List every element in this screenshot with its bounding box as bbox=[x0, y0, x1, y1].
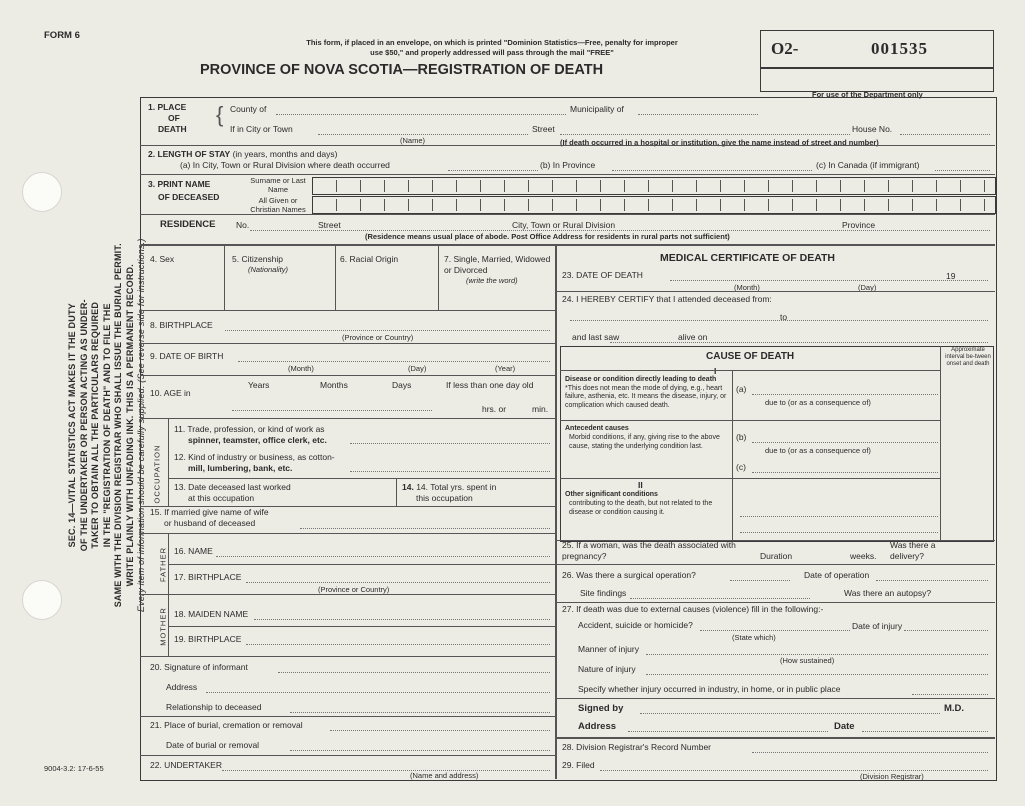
name-sub: (Name) bbox=[400, 136, 426, 145]
dob-year: (Year) bbox=[495, 364, 516, 373]
division-registrar-sub: (Division Registrar) bbox=[860, 772, 924, 781]
sidebar-line: TAKER TO OBTAIN ALL THE PARTICULARS REQUIRED bbox=[89, 301, 100, 549]
reg-prefix: O2- bbox=[771, 39, 799, 58]
letter-box-divider bbox=[936, 199, 937, 211]
birthplace-label: 8. BIRTHPLACE bbox=[150, 320, 213, 330]
sidebar-line: IN THE "REGISTRATION OF DEATH" AND TO FILE THE bbox=[101, 303, 112, 548]
divider bbox=[140, 214, 995, 215]
q19-line bbox=[246, 644, 550, 645]
other-line-2 bbox=[740, 532, 938, 533]
house-line bbox=[900, 134, 990, 135]
specify-line bbox=[912, 694, 988, 695]
specify-label: Specify whether injury occurred in industry, in home, or in public place bbox=[578, 684, 841, 694]
province-country-sub: (Province or Country) bbox=[342, 333, 414, 342]
letter-box-divider bbox=[840, 180, 841, 192]
letter-box-divider bbox=[336, 180, 337, 192]
stay-b-label: (b) In Province bbox=[540, 160, 596, 170]
address-label: Address bbox=[578, 721, 617, 732]
mother-side-label: MOTHER bbox=[158, 607, 168, 646]
divider bbox=[438, 244, 439, 310]
q23-year-prefix: 19 bbox=[946, 271, 956, 281]
manner-line bbox=[646, 654, 988, 655]
site-findings-label: Site findings bbox=[580, 588, 627, 598]
hospital-note: (If death occurred in a hospital or institution, give the name instead of street and number) bbox=[560, 138, 879, 147]
roman-two: II bbox=[638, 480, 643, 490]
q29-line bbox=[600, 770, 988, 771]
roman-one: I bbox=[714, 366, 717, 376]
letter-box-divider bbox=[456, 180, 457, 192]
surname-label: Surname or Last Name bbox=[250, 176, 306, 194]
letter-box-divider bbox=[792, 199, 793, 211]
q26-line bbox=[730, 580, 790, 581]
divider bbox=[555, 564, 995, 565]
cause-c-line bbox=[752, 472, 938, 473]
punch-hole bbox=[22, 580, 62, 620]
house-label: House No. bbox=[852, 124, 893, 134]
divider bbox=[140, 755, 555, 756]
due-to-a: due to (or as a consequence of) bbox=[765, 398, 871, 407]
municipality-label: Municipality of bbox=[570, 104, 624, 114]
relationship-label: Relationship to deceased bbox=[166, 702, 262, 712]
divider bbox=[140, 533, 555, 534]
letter-box-divider bbox=[648, 180, 649, 192]
street-label: Street bbox=[532, 124, 555, 134]
divider bbox=[168, 418, 169, 506]
q16-line bbox=[216, 556, 550, 557]
divider bbox=[555, 737, 995, 739]
divider bbox=[560, 420, 940, 421]
letter-box-divider bbox=[960, 199, 961, 211]
divider bbox=[560, 478, 940, 479]
municipality-line bbox=[638, 114, 758, 115]
residence-province: Province bbox=[842, 220, 876, 230]
residence-city: City, Town or Rural Division bbox=[512, 220, 616, 230]
divider bbox=[140, 375, 555, 376]
letter-box-divider bbox=[768, 199, 769, 211]
letter-box-divider bbox=[336, 199, 337, 211]
direct-cause-label: Disease or condition directly leading to death *This does not mean the mode of dying, e.g., heart failure, asthenia, etc. It means the disease, injury, or complication which caused death. bbox=[565, 376, 727, 409]
letter-box-divider bbox=[648, 199, 649, 211]
reg-number: 001535 bbox=[871, 39, 928, 58]
registration-number-box bbox=[760, 30, 994, 68]
sex-label: 4. Sex bbox=[150, 254, 175, 264]
divider bbox=[140, 310, 555, 311]
divider bbox=[140, 145, 995, 146]
letter-box-divider bbox=[672, 199, 673, 211]
op-date-line bbox=[876, 580, 988, 581]
stay-c-line bbox=[935, 170, 990, 171]
letter-box-divider bbox=[408, 199, 409, 211]
residence-note: (Residence means usual place of abode. Post Office Address for residents in rural parts not sufficient) bbox=[365, 232, 730, 241]
divider bbox=[335, 244, 336, 310]
occupation-side-label: OCCUPATION bbox=[152, 444, 162, 504]
letter-box-divider bbox=[432, 180, 433, 192]
divider bbox=[140, 174, 995, 175]
letter-box-divider bbox=[552, 180, 553, 192]
nationality-sub: (Nationality) bbox=[248, 265, 289, 274]
q22-label: 22. UNDERTAKER bbox=[150, 760, 222, 770]
q24-label: 24. I HEREBY CERTIFY that I attended deceased from: bbox=[562, 294, 772, 304]
sidebar-line: OF THE UNDERTAKER OR PERSON ACTING AS UNDER- bbox=[78, 299, 89, 552]
other-line-1 bbox=[740, 516, 938, 517]
surname-tick-row bbox=[312, 177, 994, 193]
injury-date-line bbox=[904, 630, 988, 631]
sidebar-instructions bbox=[66, 120, 146, 720]
q18-line bbox=[254, 619, 550, 620]
q18-label: 18. MAIDEN NAME bbox=[174, 609, 249, 619]
q20-label: 20. Signature of informant bbox=[150, 662, 248, 672]
letter-box-divider bbox=[984, 199, 985, 211]
letter-box-divider bbox=[552, 199, 553, 211]
letter-box-divider bbox=[984, 180, 985, 192]
marital-sub: (write the word) bbox=[466, 276, 518, 285]
department-box bbox=[760, 68, 994, 92]
letter-box-divider bbox=[960, 180, 961, 192]
letter-box-divider bbox=[696, 180, 697, 192]
q14-label: 14. 14. Total yrs. spent in this occupation bbox=[402, 482, 497, 503]
letter-box-divider bbox=[888, 199, 889, 211]
letter-box-divider bbox=[816, 199, 817, 211]
other-conditions-label: Other significant conditions contributing to the death, but not related to the disease or condition causing it. bbox=[565, 491, 713, 516]
cause-a-line bbox=[752, 394, 938, 395]
signed-line bbox=[640, 713, 940, 714]
q22-line bbox=[222, 770, 550, 771]
racial-origin-label: 6. Racial Origin bbox=[340, 254, 399, 264]
dob-label: 9. DATE OF BIRTH bbox=[150, 351, 224, 361]
autopsy-label: Was there an autopsy? bbox=[844, 588, 932, 598]
given-tick-row bbox=[312, 196, 994, 212]
dob-day: (Day) bbox=[408, 364, 427, 373]
q23-day: (Day) bbox=[858, 283, 877, 292]
letter-box-divider bbox=[840, 199, 841, 211]
letter-box-divider bbox=[456, 199, 457, 211]
address-line bbox=[628, 731, 828, 732]
letter-box-divider bbox=[384, 180, 385, 192]
state-which-sub: (State which) bbox=[732, 633, 776, 642]
signed-by-label: Signed by bbox=[578, 703, 624, 714]
letter-box-divider bbox=[528, 180, 529, 192]
dob-line bbox=[238, 361, 550, 362]
divider bbox=[555, 698, 995, 699]
divider bbox=[560, 370, 940, 371]
q28-label: 28. Division Registrar's Record Number bbox=[562, 742, 712, 752]
accident-line bbox=[700, 630, 850, 631]
sidebar-line: Every item of information should be carefully supplied. (See reverse side for instructions.) bbox=[135, 238, 146, 613]
given-names-label: All Given or Christian Names bbox=[250, 196, 306, 214]
divider bbox=[140, 418, 555, 419]
op-date-label: Date of operation bbox=[804, 570, 870, 580]
letter-box-divider bbox=[888, 180, 889, 192]
top-notice-1: This form, if placed in an envelope, on which is printed "Dominion Statistics—Free, penalty for improper bbox=[306, 38, 678, 47]
burial-date-label: Date of burial or removal bbox=[166, 740, 260, 750]
letter-box-divider bbox=[744, 180, 745, 192]
residence-street: Street bbox=[318, 220, 341, 230]
last-saw-label: and last saw bbox=[572, 332, 620, 342]
q21-line bbox=[330, 730, 550, 731]
sidebar-line: SAME WITH THE DIVISION REGISTRAR WHO SHALL ISSUE THE BURIAL PERMIT. bbox=[112, 243, 123, 608]
letter-box-divider bbox=[936, 180, 937, 192]
print-name-label: 3. PRINT NAME OF DECEASED bbox=[148, 179, 220, 202]
residence-no: No. bbox=[236, 220, 250, 230]
q24-line-2 bbox=[610, 342, 988, 343]
stay-b-line bbox=[612, 170, 812, 171]
form-number: FORM 6 bbox=[44, 30, 80, 41]
divider bbox=[140, 656, 555, 657]
dept-use-note: For use of the Department only bbox=[812, 90, 923, 99]
q12-line bbox=[350, 471, 550, 472]
letter-box-divider bbox=[600, 199, 601, 211]
sidebar-line: WRITE PLAINLY WITH UNFADING INK. THIS IS A PERMANENT RECORD. bbox=[124, 264, 135, 587]
letter-box-divider bbox=[432, 199, 433, 211]
letter-box-divider bbox=[696, 199, 697, 211]
hrs-label: hrs. or bbox=[482, 404, 507, 414]
q24-line-1 bbox=[570, 320, 988, 321]
q11-line bbox=[350, 443, 550, 444]
letter-box-divider bbox=[408, 180, 409, 192]
letter-box-divider bbox=[360, 180, 361, 192]
city-line bbox=[318, 134, 528, 135]
q27-label: 27. If death was due to external causes (violence) fill in the following:- bbox=[562, 604, 824, 614]
findings-line bbox=[630, 598, 810, 599]
letter-box-divider bbox=[720, 199, 721, 211]
print-code: 9004-3.2: 17-6-55 bbox=[44, 764, 104, 773]
informant-address-label: Address bbox=[166, 682, 198, 692]
birthplace-line bbox=[225, 330, 550, 331]
q25-label: 25. If a woman, was the death associated with pregnancy? bbox=[562, 540, 736, 561]
county-label: County of bbox=[230, 104, 267, 114]
q21-label: 21. Place of burial, cremation or removal bbox=[150, 720, 303, 730]
stay-a-label: (a) In City, Town or Rural Division where death occurred bbox=[180, 160, 390, 170]
years-label: Years bbox=[248, 380, 270, 390]
street-line bbox=[560, 134, 850, 135]
q17-line bbox=[246, 582, 550, 583]
q15-label: 15. If married give name of wife or husband of deceased bbox=[150, 507, 269, 528]
divider bbox=[940, 346, 941, 540]
q16-label: 16. NAME bbox=[174, 546, 213, 556]
md-label: M.D. bbox=[944, 703, 965, 714]
nature-line bbox=[646, 674, 988, 675]
letter-box-divider bbox=[528, 199, 529, 211]
letter-box-divider bbox=[816, 180, 817, 192]
q28-line bbox=[752, 752, 988, 753]
cause-title: CAUSE OF DEATH bbox=[706, 351, 795, 362]
q11-label: 11. Trade, profession, or kind of work as spinner, teamster, office clerk, etc. bbox=[174, 424, 327, 445]
marital-label: 7. Single, Married, Widowed or Divorced bbox=[444, 254, 551, 275]
q23-line bbox=[670, 280, 988, 281]
divider bbox=[732, 370, 733, 540]
q12-label: 12. Kind of industry or business, as cotton- mill, lumbering, bank, etc. bbox=[174, 452, 335, 473]
letter-box-divider bbox=[720, 180, 721, 192]
q13-label: 13. Date deceased last worked at this occupation bbox=[174, 482, 291, 503]
delivery-label: Was there a delivery? bbox=[890, 540, 936, 561]
divider bbox=[168, 564, 555, 565]
letter-box-divider bbox=[384, 199, 385, 211]
q23-label: 23. DATE OF DEATH bbox=[562, 270, 643, 280]
stay-c-label: (c) In Canada (if immigrant) bbox=[816, 160, 920, 170]
age-line bbox=[232, 410, 432, 411]
city-label: If in City or Town bbox=[230, 124, 293, 134]
divider bbox=[396, 478, 397, 506]
place-of-death-label: 1. PLACE OF DEATH bbox=[148, 102, 187, 134]
q23-month: (Month) bbox=[734, 283, 760, 292]
letter-box-divider bbox=[480, 199, 481, 211]
divider bbox=[140, 343, 555, 344]
residence-line bbox=[250, 230, 990, 231]
letter-box-divider bbox=[504, 180, 505, 192]
days-label: Days bbox=[392, 380, 412, 390]
stay-a-line bbox=[448, 170, 538, 171]
divider bbox=[140, 244, 995, 246]
date-line bbox=[862, 731, 988, 732]
relationship-line bbox=[290, 712, 550, 713]
due-to-b: due to (or as a consequence of) bbox=[765, 446, 871, 455]
letter-box-divider bbox=[768, 180, 769, 192]
q17-label: 17. BIRTHPLACE bbox=[174, 572, 242, 582]
q26-label: 26. Was there a surgical operation? bbox=[562, 570, 696, 580]
letter-box-divider bbox=[864, 199, 865, 211]
divider bbox=[140, 716, 555, 717]
letter-box-divider bbox=[672, 180, 673, 192]
divider bbox=[555, 291, 995, 292]
registration-of-death-form: SEC. 14—VITAL STATISTICS ACT MAKES IT THE DUTY OF THE UNDERTAKER OR PERSON ACTING AS UNDER- TAKER TO OBTAIN ALL THE PARTICULARS REQUIRED IN THE "REGISTRATION OF DEATH" AND TO FILE THE SAME WITH THE DIVISION REGISTRAR WHO SHALL ISSUE THE BURIAL PERMIT. WRITE PLAINLY WITH UNFADING INK. THIS IS A PERMANENT RECORD. Every item of information should be carefully supplied. (See reverse side for instructions.) FORM 6 This form, if placed in an envelope, on which is printed "Dominion Statistics—Free, penalty for improper use $50," and properly addressed will pass through the mail "FREE" PROVINCE OF NOVA SCOTIA—REGISTRATION OF DEATH O2- 001535 For use of the Department only 1. PLACE OF DEATH { County of Municipality of If in City or Town (Name) Street House No. (If death occurred in a hospital or institution, give the name instead of street and number) 2. LENGTH OF STAY (in years, months and days) (a) In City, Town or Rural Division where death occurred (b) In Province (c) In Canada (if immigrant) 3. PRINT NAME OF DECEASED Surname or Last Name All Given or Christian Names RESIDENCE No. Street City, Town or Rural Division Province (Residence means usual place of abode. Post Office Address for residents in rural parts not sufficient) 4. Sex 5. Citizenship (Nationality) 6. Racial Origin 7. Single, Married, Widowed or Divorced (write the word) 8. BIRTHPLACE (Province or Country) 9. DATE OF BIRTH (Month) (Day) (Year) 10. AGE in Years Months Days If less than one day old hrs. or min. OCCUPATION 11. Trade, profession, or kind of work as spinner, teamster, office clerk, etc. 12. Kind of industry or business, as cotton- mill, lumbering, bank, etc. 13. Date deceased last worked at this occupation 14. 14. Total yrs. spent in this occupation 15. If married give name of wife or husband of deceased FATHER 16. NAME 17. BIRTHPLACE (Province or Country) MOTHER 18. MAIDEN NAME 19. BIRTHPLACE 20. Signature of informant Address Relationship to deceased 21. Place of burial, cremation or removal Date of burial or removal 22. UNDERTAKER (Name and address) 9004-3.2: 17-6-55 MEDICAL CERTIFICATE OF DEATH 23. DATE OF DEATH 19 (Month) (Day) 24. I HEREBY CERTIFY that I attended deceased from: to and last saw alive on CAUSE OF DEATH Approximate interval be-tween onset and death I Disease or condition directly leading to death *This does not mean the mode of dying, e.g., heart failure, asthenia, etc. It means the disease, injury, or complication which caused death. (a) due to (or as a consequence of) Antecedent causes Morbid conditions, if any, giving rise to the above cause, stating the underlying condition last. (b) due to (or as a consequence of) (c) II Other significant conditions contributing to the death, but not related to the disease or condition causing it. 25. If a woman, was the death associated with pregnancy? Duration weeks. Was there a delivery? 26. Was there a surgical operation? Date of operation Site findings Was there an autopsy? 27. If death was due to external causes (violence) fill in the following:- Accident, suicide or homicide? Date of injury (State which) Manner of injury (How sustained) Nature of injury Specify whether injury occurred in industry, in home, or in public place Signed by M.D. Address Date 28. Division Registrar's Record Number 29. Filed (Division Registrar) bbox=[0, 0, 1025, 806]
divider bbox=[555, 602, 995, 603]
date-label: Date bbox=[834, 721, 855, 732]
less-day-label: If less than one day old bbox=[446, 380, 534, 390]
letter-box-divider bbox=[912, 180, 913, 192]
divider bbox=[168, 478, 555, 479]
divider bbox=[224, 244, 225, 310]
q24-to: to bbox=[780, 312, 788, 322]
cause-b-line bbox=[752, 442, 938, 443]
injury-date-label: Date of injury bbox=[852, 621, 903, 631]
letter-box-divider bbox=[480, 180, 481, 192]
length-of-stay-label: 2. LENGTH OF STAY (in years, months and days) bbox=[148, 149, 338, 159]
alive-on-label: alive on bbox=[678, 332, 708, 342]
duration-label: Duration bbox=[760, 551, 793, 561]
burial-date-line bbox=[290, 750, 550, 751]
months-label: Months bbox=[320, 380, 348, 390]
citizenship-label: 5. Citizenship bbox=[232, 254, 284, 264]
divider bbox=[168, 626, 555, 627]
informant-address-line bbox=[206, 692, 550, 693]
letter-box-divider bbox=[360, 199, 361, 211]
weeks-label: weeks. bbox=[850, 551, 877, 561]
father-side-label: FATHER bbox=[158, 546, 168, 583]
how-sustained-sub: (How sustained) bbox=[780, 656, 835, 665]
q15-line bbox=[300, 528, 550, 529]
county-line bbox=[276, 114, 566, 115]
letter-box-divider bbox=[504, 199, 505, 211]
letter-box-divider bbox=[744, 199, 745, 211]
medical-certificate-title: MEDICAL CERTIFICATE OF DEATH bbox=[660, 252, 835, 264]
letter-box-divider bbox=[600, 180, 601, 192]
letter-box-divider bbox=[792, 180, 793, 192]
min-label: min. bbox=[532, 404, 549, 414]
sidebar-line: SEC. 14—VITAL STATISTICS ACT MAKES IT THE DUTY bbox=[66, 303, 77, 548]
letter-box-divider bbox=[576, 199, 577, 211]
nature-label: Nature of injury bbox=[578, 664, 636, 674]
name-address-sub: (Name and address) bbox=[410, 771, 479, 780]
q20-line bbox=[278, 672, 550, 673]
manner-label: Manner of injury bbox=[578, 644, 639, 654]
letter-box-divider bbox=[576, 180, 577, 192]
residence-label: RESIDENCE bbox=[160, 219, 216, 230]
punch-hole bbox=[22, 172, 62, 212]
accident-label: Accident, suicide or homicide? bbox=[578, 620, 693, 630]
divider bbox=[140, 594, 555, 595]
province-country-sub: (Province or Country) bbox=[318, 585, 390, 594]
top-notice-2: use $50," and properly addressed will pass through the mail "FREE" bbox=[370, 48, 614, 57]
letter-box-divider bbox=[624, 199, 625, 211]
q19-label: 19. BIRTHPLACE bbox=[174, 634, 242, 644]
divider bbox=[168, 594, 169, 656]
page-title: PROVINCE OF NOVA SCOTIA—REGISTRATION OF DEATH bbox=[200, 62, 604, 78]
letter-box-divider bbox=[864, 180, 865, 192]
interval-label: Approximate interval be-tween onset and death bbox=[945, 347, 991, 367]
q29-label: 29. Filed bbox=[562, 760, 595, 770]
letter-box-divider bbox=[624, 180, 625, 192]
dob-month: (Month) bbox=[288, 364, 314, 373]
brace: { bbox=[216, 102, 224, 127]
letter-box-divider bbox=[912, 199, 913, 211]
age-label: 10. AGE in bbox=[150, 388, 191, 398]
antecedent-label: Antecedent causes Morbid conditions, if any, giving rise to the above cause, stating the underlying condition last. bbox=[565, 425, 720, 450]
